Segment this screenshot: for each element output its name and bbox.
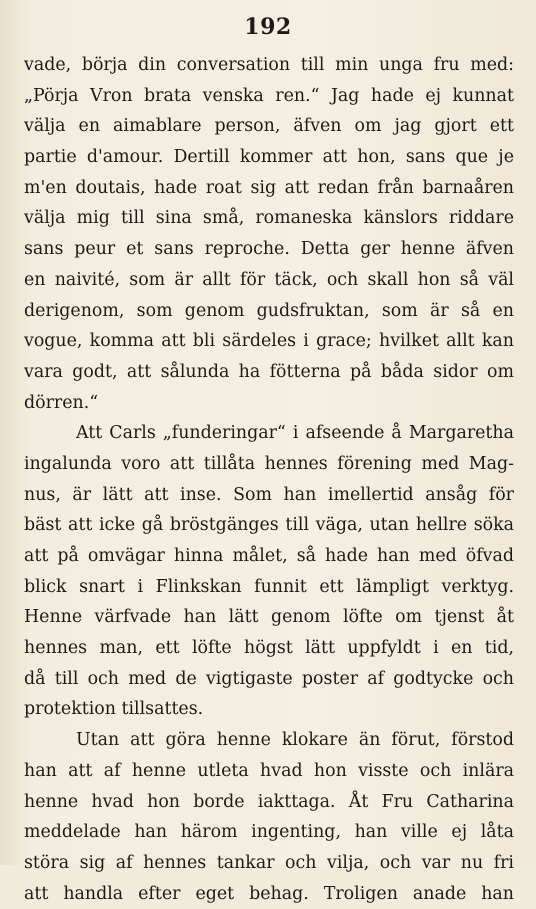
text-line: störa sig af hennes tankar och vilja, och var nu fri xyxy=(24,852,514,873)
text-line: ingalunda voro att tillåta hennes förening med Mag- xyxy=(24,453,514,474)
text-line: han att af henne utleta hvad hon visste och inlära xyxy=(24,760,514,781)
text-line: vara godt, att sålunda ha fötterna på båda sidor om xyxy=(24,361,514,382)
text-line: „Pörja Vron brata venska ren.“ Jag hade ej kunnat xyxy=(24,85,514,106)
text-line: en naivité, som är allt för täck, och skall hon så väl xyxy=(24,269,514,290)
text-line: blick snart i Flinkskan funnit ett lämpligt verktyg. xyxy=(24,576,514,597)
text-line: Att Carls „funderingar“ i afseende å Margaretha xyxy=(76,423,514,444)
text-line: partie d'amour. Dertill kommer att hon, sans que je xyxy=(24,147,514,168)
text-line: att på omvägar hinna målet, så hade han med öfvad xyxy=(24,546,514,566)
text-line: sans peur et sans reproche. Detta ger henne äfven xyxy=(24,239,514,260)
text-line: derigenom, som genom gudsfruktan, som är så en xyxy=(24,300,514,321)
text-line: Utan att göra henne klokare än förut, förstod xyxy=(76,730,514,751)
text-line: vogue, komma att bli särdeles i grace; hvilket allt kan xyxy=(24,331,514,352)
text-line: hennes man, ett löfte högst lätt uppfyldt i en tid, xyxy=(24,638,514,659)
text-line: protektion tillsattes. xyxy=(24,699,204,720)
text-line: nus, är lätt att inse. Som han imellertid ansåg för xyxy=(24,484,514,505)
text-line: bäst att icke gå bröstgänges till väga, utan hellre söka xyxy=(24,515,514,536)
text-line: Henne värfvade han lätt genom löfte om tjenst åt xyxy=(24,607,514,628)
page-number: 192 xyxy=(244,14,292,40)
body-text xyxy=(24,50,514,909)
text-line: välja en aimablare person, äfven om jag gjort ett xyxy=(24,116,514,137)
text-line: då till och med de vigtigaste poster af godtycke och xyxy=(24,668,514,689)
text-line: vade, börja din conversation till min unga fru med: xyxy=(24,55,514,75)
text-line: m'en doutais, hade roat sig att redan från barnaåren xyxy=(24,177,514,198)
text-line: välja mig till sina små, romaneska känslors riddare xyxy=(24,208,514,229)
text-line: meddelade han härom ingenting, han ville ej låta xyxy=(24,822,514,843)
text-line: att handla efter eget behag. Troligen anade han xyxy=(24,883,514,904)
text-line: dörren.“ xyxy=(24,392,99,413)
text-line: henne hvad hon borde iakttaga. Åt Fru Catharina xyxy=(24,791,514,812)
